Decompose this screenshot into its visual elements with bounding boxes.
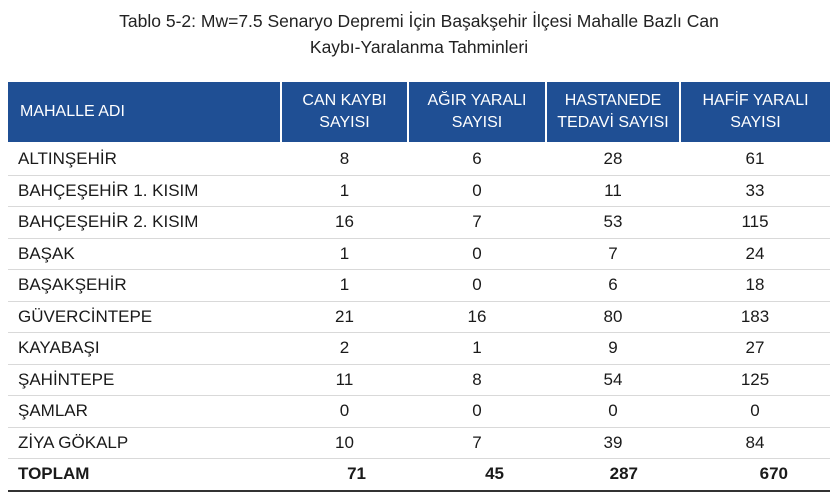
cell-agir-yarali: 7 [408,427,546,459]
table-row [8,364,830,396]
table-row [8,207,830,239]
table-caption [0,8,838,60]
total-hastanede: 287 [546,459,680,491]
cell-can-kaybi: 1 [281,238,408,270]
cell-agir-yarali: 0 [408,396,546,428]
cell-can-kaybi: 10 [281,427,408,459]
casualty-table [8,82,830,492]
cell-agir-yarali: 6 [408,143,546,175]
cell-hastanede: 53 [546,207,680,239]
cell-can-kaybi: 21 [281,301,408,333]
header-hafif-yarali: HAFİF YARALI SAYISI [680,82,830,143]
cell-hastanede: 80 [546,301,680,333]
cell-agir-yarali: 0 [408,175,546,207]
cell-can-kaybi: 11 [281,364,408,396]
table-row [8,238,830,270]
cell-hafif-yarali: 33 [680,175,830,207]
cell-hastanede: 9 [546,333,680,365]
table-row [8,396,830,428]
table-row [8,175,830,207]
cell-agir-yarali: 16 [408,301,546,333]
cell-hafif-yarali: 84 [680,427,830,459]
header-hastanede-tedavi: HASTANEDE TEDAVİ SAYISI [546,82,680,143]
cell-agir-yarali: 1 [408,333,546,365]
cell-mahalle: BAŞAK [8,238,281,270]
cell-agir-yarali: 7 [408,207,546,239]
cell-hafif-yarali: 27 [680,333,830,365]
cell-hastanede: 7 [546,238,680,270]
cell-hafif-yarali: 183 [680,301,830,333]
cell-mahalle: ALTINŞEHİR [8,143,281,175]
cell-hastanede: 11 [546,175,680,207]
cell-hafif-yarali: 125 [680,364,830,396]
total-agir-yarali: 45 [408,459,546,491]
table-body [8,143,830,491]
table-row [8,301,830,333]
total-can-kaybi: 71 [281,459,408,491]
cell-agir-yarali: 0 [408,238,546,270]
cell-mahalle: ŞAHİNTEPE [8,364,281,396]
table-row [8,427,830,459]
table-header [8,82,830,143]
cell-hastanede: 54 [546,364,680,396]
cell-agir-yarali: 8 [408,364,546,396]
cell-mahalle: BAŞAKŞEHİR [8,270,281,302]
cell-hafif-yarali: 24 [680,238,830,270]
cell-can-kaybi: 2 [281,333,408,365]
cell-mahalle: ŞAMLAR [8,396,281,428]
header-can-kaybi: CAN KAYBI SAYISI [281,82,408,143]
cell-mahalle: GÜVERCİNTEPE [8,301,281,333]
cell-can-kaybi: 0 [281,396,408,428]
cell-hafif-yarali: 0 [680,396,830,428]
total-row [8,459,830,491]
cell-hastanede: 0 [546,396,680,428]
cell-can-kaybi: 8 [281,143,408,175]
cell-hafif-yarali: 18 [680,270,830,302]
header-mahalle-adi: MAHALLE ADI [8,82,281,143]
cell-can-kaybi: 1 [281,175,408,207]
cell-hastanede: 6 [546,270,680,302]
header-agir-yarali: AĞIR YARALI SAYISI [408,82,546,143]
caption-line-1: Tablo 5-2: Mw=7.5 Senaryo Depremi İçin Başakşehir İlçesi Mahalle Bazlı Can [119,11,719,31]
table-row [8,270,830,302]
header-row [8,82,830,143]
caption-line-2: Kaybı-Yaralanma Tahminleri [309,37,529,57]
cell-mahalle: KAYABAŞI [8,333,281,365]
cell-hafif-yarali: 61 [680,143,830,175]
cell-mahalle: BAHÇEŞEHİR 1. KISIM [8,175,281,207]
table-row [8,333,830,365]
cell-mahalle: ZİYA GÖKALP [8,427,281,459]
cell-hastanede: 28 [546,143,680,175]
total-hafif-yarali: 670 [680,459,830,491]
total-label: TOPLAM [8,459,281,491]
cell-agir-yarali: 0 [408,270,546,302]
cell-mahalle: BAHÇEŞEHİR 2. KISIM [8,207,281,239]
table-row [8,143,830,175]
cell-hastanede: 39 [546,427,680,459]
cell-can-kaybi: 1 [281,270,408,302]
cell-can-kaybi: 16 [281,207,408,239]
cell-hafif-yarali: 115 [680,207,830,239]
